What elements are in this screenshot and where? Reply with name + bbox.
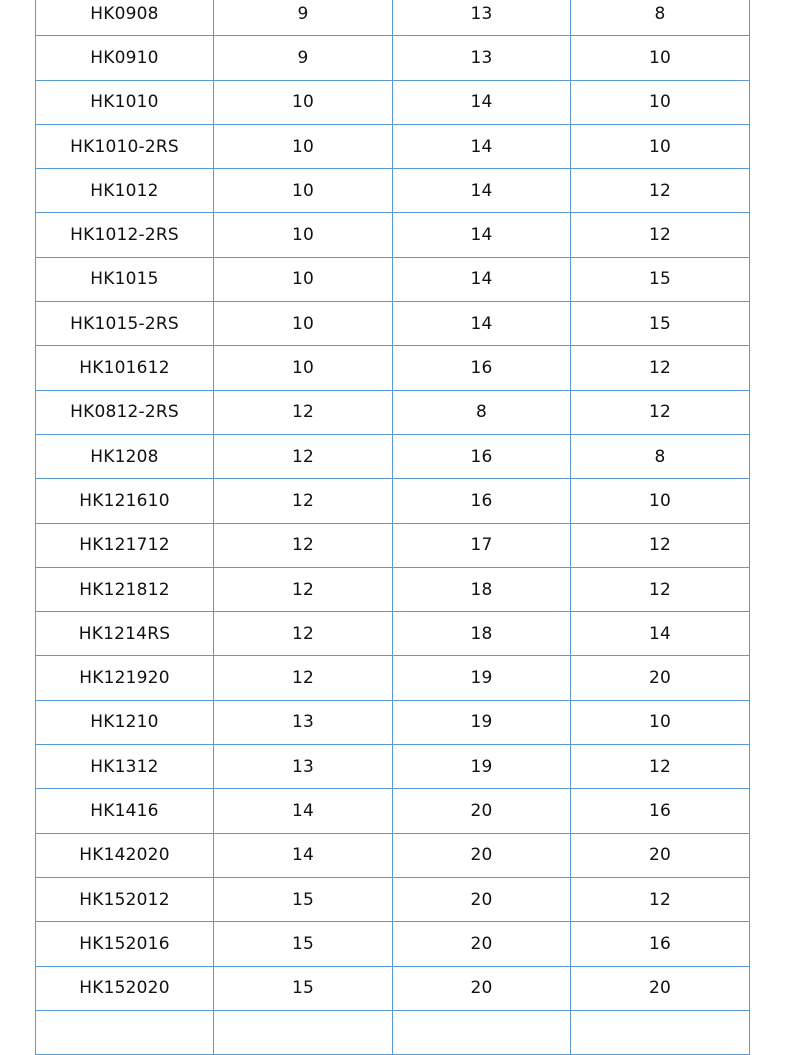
inner-diameter-cell: 15	[214, 877, 393, 921]
width-cell: 15	[571, 302, 750, 346]
model-cell: HK152020	[36, 966, 214, 1010]
outer-diameter-cell: 19	[393, 700, 571, 744]
outer-diameter-cell: 16	[393, 479, 571, 523]
model-cell: HK0910	[36, 36, 214, 80]
model-cell: HK0908	[36, 0, 214, 36]
table-row	[36, 745, 750, 789]
table-row	[36, 0, 750, 36]
table-row	[36, 124, 750, 168]
inner-diameter-cell: 10	[214, 346, 393, 390]
width-cell: 12	[571, 745, 750, 789]
inner-diameter-cell: 12	[214, 479, 393, 523]
inner-diameter-cell: 10	[214, 124, 393, 168]
table-row	[36, 612, 750, 656]
table-row	[36, 700, 750, 744]
inner-diameter-cell	[214, 1010, 393, 1054]
outer-diameter-cell: 20	[393, 789, 571, 833]
table-row	[36, 36, 750, 80]
outer-diameter-cell: 14	[393, 213, 571, 257]
model-cell: HK1210	[36, 700, 214, 744]
width-cell: 12	[571, 567, 750, 611]
width-cell: 20	[571, 656, 750, 700]
outer-diameter-cell: 20	[393, 922, 571, 966]
width-cell: 10	[571, 36, 750, 80]
width-cell: 12	[571, 877, 750, 921]
model-cell: HK152016	[36, 922, 214, 966]
width-cell: 8	[571, 434, 750, 478]
model-cell: HK1214RS	[36, 612, 214, 656]
inner-diameter-cell: 10	[214, 169, 393, 213]
table-row	[36, 80, 750, 124]
inner-diameter-cell: 12	[214, 523, 393, 567]
width-cell: 16	[571, 922, 750, 966]
inner-diameter-cell: 9	[214, 0, 393, 36]
outer-diameter-cell: 13	[393, 36, 571, 80]
model-cell: HK101612	[36, 346, 214, 390]
inner-diameter-cell: 15	[214, 966, 393, 1010]
outer-diameter-cell: 16	[393, 434, 571, 478]
width-cell: 10	[571, 479, 750, 523]
width-cell: 20	[571, 966, 750, 1010]
table-row	[36, 789, 750, 833]
inner-diameter-cell: 12	[214, 656, 393, 700]
model-cell: HK1010-2RS	[36, 124, 214, 168]
outer-diameter-cell: 14	[393, 80, 571, 124]
bearing-spec-table	[35, 0, 750, 1055]
model-cell: HK152012	[36, 877, 214, 921]
width-cell	[571, 1010, 750, 1054]
table-row	[36, 257, 750, 301]
width-cell: 10	[571, 700, 750, 744]
inner-diameter-cell: 12	[214, 612, 393, 656]
width-cell: 12	[571, 213, 750, 257]
outer-diameter-cell: 19	[393, 745, 571, 789]
outer-diameter-cell: 17	[393, 523, 571, 567]
table-row	[36, 434, 750, 478]
model-cell: HK121610	[36, 479, 214, 523]
table-row	[36, 1010, 750, 1054]
inner-diameter-cell: 10	[214, 302, 393, 346]
outer-diameter-cell: 8	[393, 390, 571, 434]
width-cell: 20	[571, 833, 750, 877]
table-row	[36, 346, 750, 390]
outer-diameter-cell: 16	[393, 346, 571, 390]
model-cell: HK1015-2RS	[36, 302, 214, 346]
model-cell: HK142020	[36, 833, 214, 877]
outer-diameter-cell: 20	[393, 877, 571, 921]
inner-diameter-cell: 12	[214, 390, 393, 434]
width-cell: 10	[571, 80, 750, 124]
inner-diameter-cell: 12	[214, 567, 393, 611]
table-row	[36, 922, 750, 966]
outer-diameter-cell: 14	[393, 257, 571, 301]
model-cell: HK0812-2RS	[36, 390, 214, 434]
outer-diameter-cell: 19	[393, 656, 571, 700]
model-cell: HK1012	[36, 169, 214, 213]
inner-diameter-cell: 9	[214, 36, 393, 80]
inner-diameter-cell: 13	[214, 700, 393, 744]
table-row	[36, 523, 750, 567]
inner-diameter-cell: 14	[214, 833, 393, 877]
width-cell: 12	[571, 169, 750, 213]
model-cell: HK1012-2RS	[36, 213, 214, 257]
inner-diameter-cell: 13	[214, 745, 393, 789]
model-cell: HK121920	[36, 656, 214, 700]
model-cell: HK1015	[36, 257, 214, 301]
outer-diameter-cell: 14	[393, 124, 571, 168]
width-cell: 8	[571, 0, 750, 36]
outer-diameter-cell: 20	[393, 833, 571, 877]
table-body	[36, 0, 750, 1055]
inner-diameter-cell: 12	[214, 434, 393, 478]
model-cell: HK121712	[36, 523, 214, 567]
width-cell: 15	[571, 257, 750, 301]
outer-diameter-cell: 18	[393, 567, 571, 611]
outer-diameter-cell: 14	[393, 302, 571, 346]
width-cell: 10	[571, 124, 750, 168]
outer-diameter-cell: 18	[393, 612, 571, 656]
outer-diameter-cell: 20	[393, 966, 571, 1010]
model-cell: HK1010	[36, 80, 214, 124]
table-row	[36, 169, 750, 213]
width-cell: 16	[571, 789, 750, 833]
table-row	[36, 567, 750, 611]
outer-diameter-cell	[393, 1010, 571, 1054]
model-cell	[36, 1010, 214, 1054]
model-cell: HK1312	[36, 745, 214, 789]
table-row	[36, 877, 750, 921]
inner-diameter-cell: 15	[214, 922, 393, 966]
width-cell: 12	[571, 390, 750, 434]
inner-diameter-cell: 10	[214, 213, 393, 257]
width-cell: 12	[571, 346, 750, 390]
table-row	[36, 656, 750, 700]
table-row	[36, 966, 750, 1010]
outer-diameter-cell: 14	[393, 169, 571, 213]
table-row	[36, 390, 750, 434]
outer-diameter-cell: 13	[393, 0, 571, 36]
table-row	[36, 833, 750, 877]
table-row	[36, 302, 750, 346]
width-cell: 14	[571, 612, 750, 656]
inner-diameter-cell: 14	[214, 789, 393, 833]
inner-diameter-cell: 10	[214, 257, 393, 301]
width-cell: 12	[571, 523, 750, 567]
model-cell: HK1208	[36, 434, 214, 478]
table-row	[36, 213, 750, 257]
bearing-spec-table-container	[35, 0, 749, 1055]
table-row	[36, 479, 750, 523]
model-cell: HK1416	[36, 789, 214, 833]
model-cell: HK121812	[36, 567, 214, 611]
inner-diameter-cell: 10	[214, 80, 393, 124]
